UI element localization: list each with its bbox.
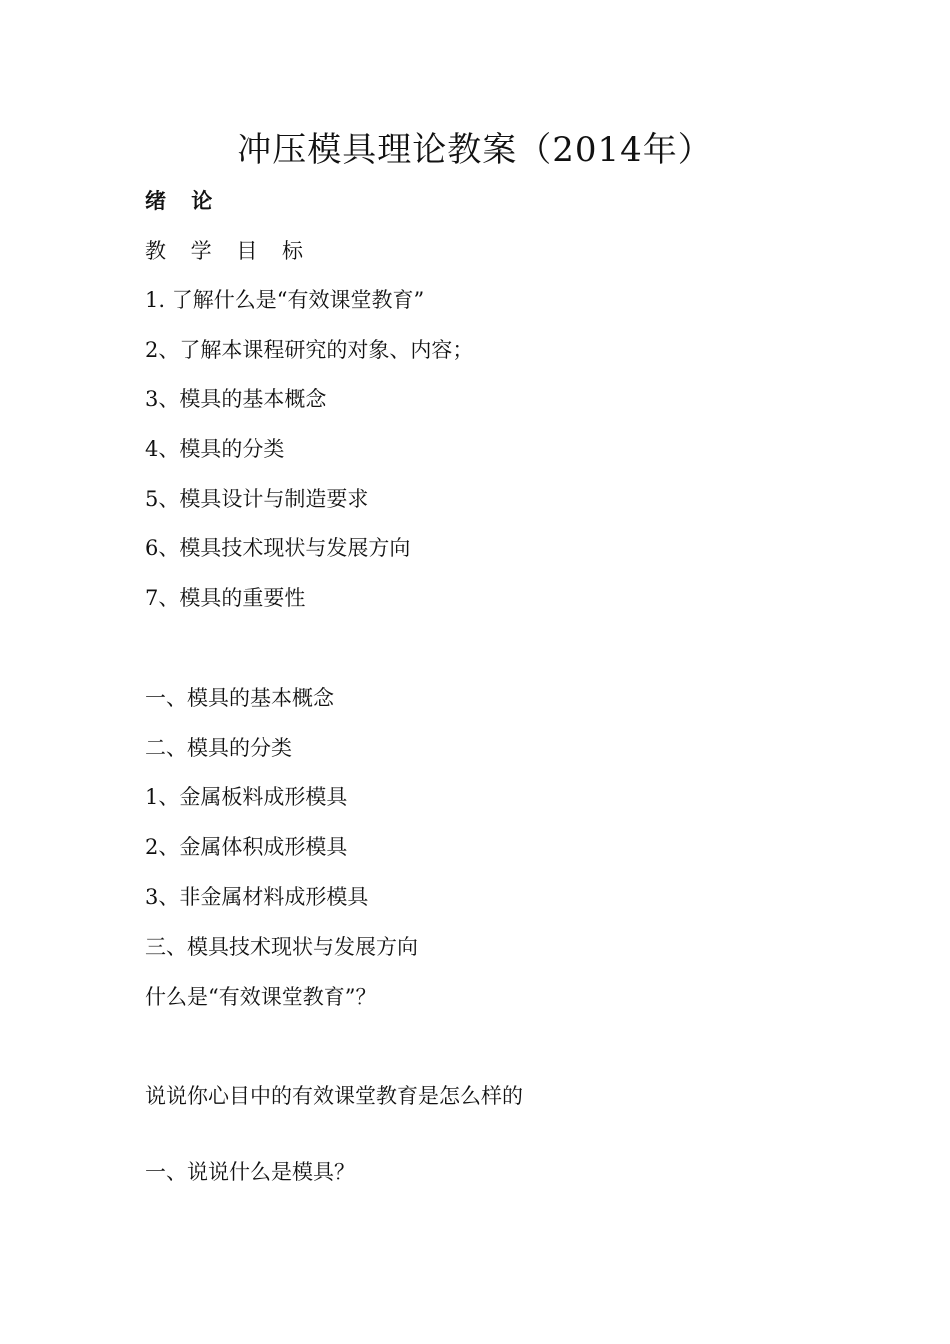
objective-item-7: 7、模具的重要性 <box>145 586 306 610</box>
objective-item-6: 6、模具技术现状与发展方向 <box>145 536 411 560</box>
outline-item-6: 三、模具技术现状与发展方向 <box>145 935 418 959</box>
objective-item-1: 1. 了解什么是“有效课堂教育” <box>145 288 425 312</box>
outline-item-1: 一、模具的基本概念 <box>145 686 334 710</box>
objective-item-4: 4、模具的分类 <box>145 437 285 461</box>
discussion-prompt: 说说你心目中的有效课堂教育是怎么样的 <box>145 1084 523 1108</box>
objective-item-3: 3、模具的基本概念 <box>145 387 327 411</box>
outline-item-2: 二、模具的分类 <box>145 736 292 760</box>
outline-item-7: 什么是“有效课堂教育”？ <box>145 985 377 1009</box>
outline-item-3: 1、金属板料成形模具 <box>145 785 348 809</box>
objectives-heading: 教 学 目 标 <box>145 239 313 263</box>
objective-item-2: 2、了解本课程研究的对象、内容； <box>145 338 474 362</box>
question-prompt: 一、说说什么是模具？ <box>145 1160 355 1184</box>
outline-item-5: 3、非金属材料成形模具 <box>145 885 369 909</box>
outline-item-4: 2、金属体积成形模具 <box>145 835 348 859</box>
section-heading: 绪 论 <box>145 188 222 213</box>
objective-item-5: 5、模具设计与制造要求 <box>145 487 369 511</box>
document-title: 冲压模具理论教案（2014年） <box>237 130 713 170</box>
